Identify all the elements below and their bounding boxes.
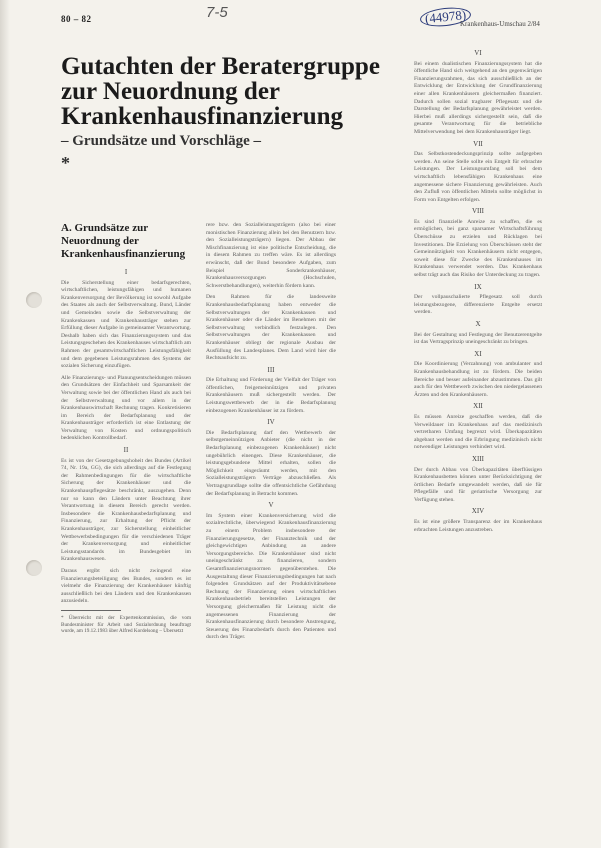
paragraph: Die Koordinierung (Verzahnung) von ambulanter und Krankenhausbehandlung ist zu fördern. Die beiden Bereiche und besser aufeinander abzustimmen. Das gilt auch für den Wettbewerb zwischen den niedergelassenen Ärzten und den Krankenhäusern. xyxy=(414,361,542,398)
column-left-body xyxy=(61,269,191,606)
paragraph: Der durch Abbau von Überkapazitäten überflüssigen Krankenhausbetten können unter Berücksichtigung der örtlichen Bedarfe umgewandelt werden, daß sie für Pflegefälle und für geriatrische Versorgung zur Verfügung stehen. xyxy=(414,466,542,503)
section-numeral: XII xyxy=(473,402,483,411)
section-numeral: VI xyxy=(474,49,482,57)
section-numeral: X xyxy=(475,320,481,328)
paragraph: Es müssen Anreize geschaffen werden, daß die Verweildauer im Krankenhaus auf das medizinisch vertretbaren Umfang begrenzt wird. Überkapazitäten abgebaut werden und die Erbringung medizinisch nicht notwendiger Leistungen verhindert wird. xyxy=(414,413,542,451)
footnote-ornament: * xyxy=(61,153,70,173)
paragraph: Die Erhaltung und Förderung der Vielfalt der Träger von öffentlichen, freigemeinnützigen und privaten Krankenhäusern muß sichergestellt werden. Der Leistungswettbewerb der in die Bedarfsplanung einbezogenen Krankenhäuser ist zu fördern. xyxy=(206,377,336,414)
punch-hole xyxy=(26,292,42,308)
section-numeral: XIV xyxy=(471,507,485,516)
paragraph: Alle Finanzierungs- und Planungsentscheidungen müssen den Grundsätzen der Einfachheit und Sparsamkeit der Verwaltung sowie bei der öffentlichen Hand als auch bei der Selbstverwaltung und vor allem in der Krankenhauswirtschaft Rechnung tragen. Konkretisieren im Bereich der Bedarfsplanung und der Krankenhausträger erforderlich ist eine Entlastung der Verwaltung von Kosten und ordnungspolitisch bedenklichen Kontrollbedarf. xyxy=(61,374,191,442)
paragraph: Bei der Gestaltung und Festlegung der Benutzerentgelte ist das Vertragsprinzip uneingeschränkt zu bringen. xyxy=(414,331,542,346)
footnote: * Überreicht mit der Expertenkommission, die vom Bundesminister für Arbeit und Sozialordnung beauftragt wurde, am 19.12.1983 über Alfred Kordelsong – Übersetzt xyxy=(61,614,191,635)
column-left xyxy=(61,222,191,635)
page-edge xyxy=(0,0,10,848)
paragraph: Im System einer Krankenversicherung wird die sozialrechtliche, überwiegend Krankenhausfinanzierung zu einem Problem insbesondere der Finanzierungsgesetze, der Finanztechnik und der gleichgewichtigen Anbindung an andere Versorgungsbereiche. Die Krankenhäuser sind nicht uneingeschränkt zu finanzieren, sondern Gesamtfinanzierungsnormen gegenüberstehen. Die Ausgestaltung dieser Finanzierungsbedingungen hat nach folgenden Grundsätzen auf der Produktivitätsebene Rechnung der Finanzierung einen wirtschaftlichen Krankenhausbetrieb bereitstellen Leistungen der Versorgung gleichermaßen für Leistung nicht die angemessenen Finanzierung der Krankenhausfinanzierung durch besondere Anstrengung, Steuerung des Finanzbedarfs durch den Patienten und durch den Träger. xyxy=(206,512,336,641)
paragraph: Das Selbstkostendeckungsprinzip sollte aufgegeben werden. An seine Stelle sollte ein Entgelt für erbrachte Leistungen. Der Leistungsumfang soll bei dem wirtschaftlich lebensfähigen Krankenhaus eine angemessene sichere Finanzierung gewährleisten. Auch den Zufluß von öffentlichen Mitteln sollte möglichst in Form von Entgelten erfolgen. xyxy=(414,151,542,203)
paragraph: Es sind finanzielle Anreize zu schaffen, die es ermöglichen, bei ganz sparsamer Wirtschaftsführung Überschüsse zu erzielen und Rücklagen bei Investitionen. Die Erzielung von Überschüssen steht der Gemeinnützigkeit von Krankenhäusern nicht entgegen, soweit diese für Zwecke des Krankenhauses im Krankenhaus verwendet werden. Das Krankenhaus selbst trägt auch das Risiko der Unterdeckung zu tragen. xyxy=(414,218,542,279)
page-mark: 80 – 82 xyxy=(61,14,92,24)
document-subtitle: – Grundsätze und Vorschläge – xyxy=(61,133,262,149)
paragraph: Es ist eine größere Transparenz der im Krankenhaus erbrachten Leistungen anzustreben. xyxy=(414,519,542,533)
paragraph: Den Rahmen für die landesweite Krankenhausbedarfsplanung haben entweder die Selbstverwaltungen der Krankenkassen und Krankenhäuser oder die Länder im Benehmen mit der Selbstverwaltung verbindlich festzulegen. Den Selbstverwaltungen der Krankenkassen und Krankenhäuser obliegt der regionale Ausbau der Ausfüllung des Landesplanes. Dem Land wird hier die Rechtsaufsicht zu. xyxy=(206,294,336,362)
paragraph: Daraus ergibt sich nicht zwingend eine Finanzierungsbeteiligung des Bundes, sondern es ist vielmehr die Finanzierung der Krankenhäuser künftig ausschließlich bei den Ländern und den Krankenkassen anzusiedeln. xyxy=(61,567,191,605)
archive-stamp: (44978) xyxy=(419,5,472,28)
paragraph: Die Sicherstellung einer bedarfsgerechten, wirtschaftlichen, leistungsfähigen und humanen Krankenversorgung der Bevölkerung ist sowohl Aufgabe des Staates als auch der Selbstverwaltung. Bund, Länder und Gemeinden sowie die Selbstverwaltung der Krankenkassen und Krankenhausträger stehen zur Erfüllung dieser Aufgabe in gemeinsamer Verantwortung. Deshalb haben sich das Finanzierungssystem und das Leistungsgeschehen des Krankenhauses wirtschaftlich am Rahmen der gesamtwirtschaftlichen Leistungsfähigkeit und dem gegebenen Leistungsrahmen des Systems der sozialen Sicherung einzufügen. xyxy=(61,279,191,370)
section-numeral: VII xyxy=(473,139,483,148)
document-title: Gutachten der Beratergruppe zur Neuordnung der Krankenhausfinanzierung xyxy=(61,53,380,130)
paragraph: rere bzw. den Sozialleistungsträgern (also bei einer monistischen Finanzierung allein bei den Benutzern bzw. den Sozialleistungsträgern) liegen. Der Abbau der Mischfinanzierung ist eine politische Entscheidung, die in diesem Rahmen zu treffen wäre. Es ist allerdings erwünscht, daß der Bund besondere Aufgaben, zum Beispiel Sonderkrankenhäuser, Krankenhausversorgungen (Hochschulen, Schwerstbehandlungen), weiterhin fördern kann. xyxy=(206,222,336,289)
journal-reference: Krankenhaus-Umschau 2/84 xyxy=(460,20,540,28)
section-numeral: II xyxy=(123,446,129,455)
footnote-rule xyxy=(61,610,121,611)
section-numeral: III xyxy=(267,365,275,374)
column-right xyxy=(414,46,542,538)
punch-hole xyxy=(26,560,42,576)
section-numeral: IV xyxy=(267,418,275,427)
section-numeral: IX xyxy=(474,282,482,291)
section-numeral: XIII xyxy=(471,454,485,463)
paragraph: Es ist von der Gesetzgebungshoheit des Bundes (Artikel 74, Nr. 19a, GG), die sich allerdings auf die Festlegung der Rahmenbedingungen für die wirtschaftliche Sicherung der Krankenhäuser und die Krankenhauspflegesätze beschränkt, auszugehen. Denn nur so kann den Ländern unter Beachtung ihrer Verantwortung in diesem Bereich gerecht werden. Insbesondere die Krankenhausbedarfsplanung und Finanzierung, zur Erhaltung der Pflicht der Krankenhausträger, zur Sicherstellung einheitlicher Wettbewerbsbedingungen für die verschiedenen Träger der Krankenversorgung und einheitlicher Leistungsstandards im Bundesgebiet im Krankenhauswesen. xyxy=(61,457,191,563)
column-middle xyxy=(206,222,336,646)
section-numeral: I xyxy=(124,268,128,276)
handwritten-note: 7-5 xyxy=(206,4,228,21)
section-a-heading: A. Grundsätze zur Neuordnung der Krankenhausfinanzierung xyxy=(61,222,186,260)
section-numeral: V xyxy=(268,501,274,510)
section-numeral: XI xyxy=(474,349,482,358)
column-right-body xyxy=(414,50,542,534)
paragraph: Der vollpauschalierte Pflegesatz soll durch leistungsbezogene, differenzierte Entgelte ersetzt werden. xyxy=(414,294,542,316)
paragraph: Die Bedarfsplanung darf den Wettbewerb der selbstgemeinnützigen Anbieter (die nicht in der Bedarfsplanung einbezogenen Krankenhäuser) nicht ungebührlich einengen. Diese Krankenhäuser, die leistungsgebundene Mittel erhalten, sollen die Möglichkeit eingeräumt werden, mit den Sozialleistungsträgern Verträge abzuschließen. Als Vertragsgrundlage sollte die offentsichtliche Gefährdung der Bedarfsplanung in Betracht kommen. xyxy=(206,429,336,497)
column-middle-body xyxy=(206,222,336,642)
section-numeral: VIII xyxy=(471,207,485,216)
paragraph: Bei einem dualistischen Finanzierungssystem hat die öffentliche Hand sich weitgehend an den gegenwärtigen Finanzierungsrahmen, das sich ausschließlich an der Entwicklung der Entwicklung der Grundfinanzierung einer allen Krankenhäusern gleichermaßen finanziert. Dadurch sollen sozial tragbarer Pflegesatz und die Darstellung der Bedarfsplanung gewährleistet werden. Hierbei muß allerdings sichergestellt sein, daß die gesamte Verantwortung für die betriebliche Mittelverwendung bei dem Krankenhausträger liegt. xyxy=(414,60,542,135)
